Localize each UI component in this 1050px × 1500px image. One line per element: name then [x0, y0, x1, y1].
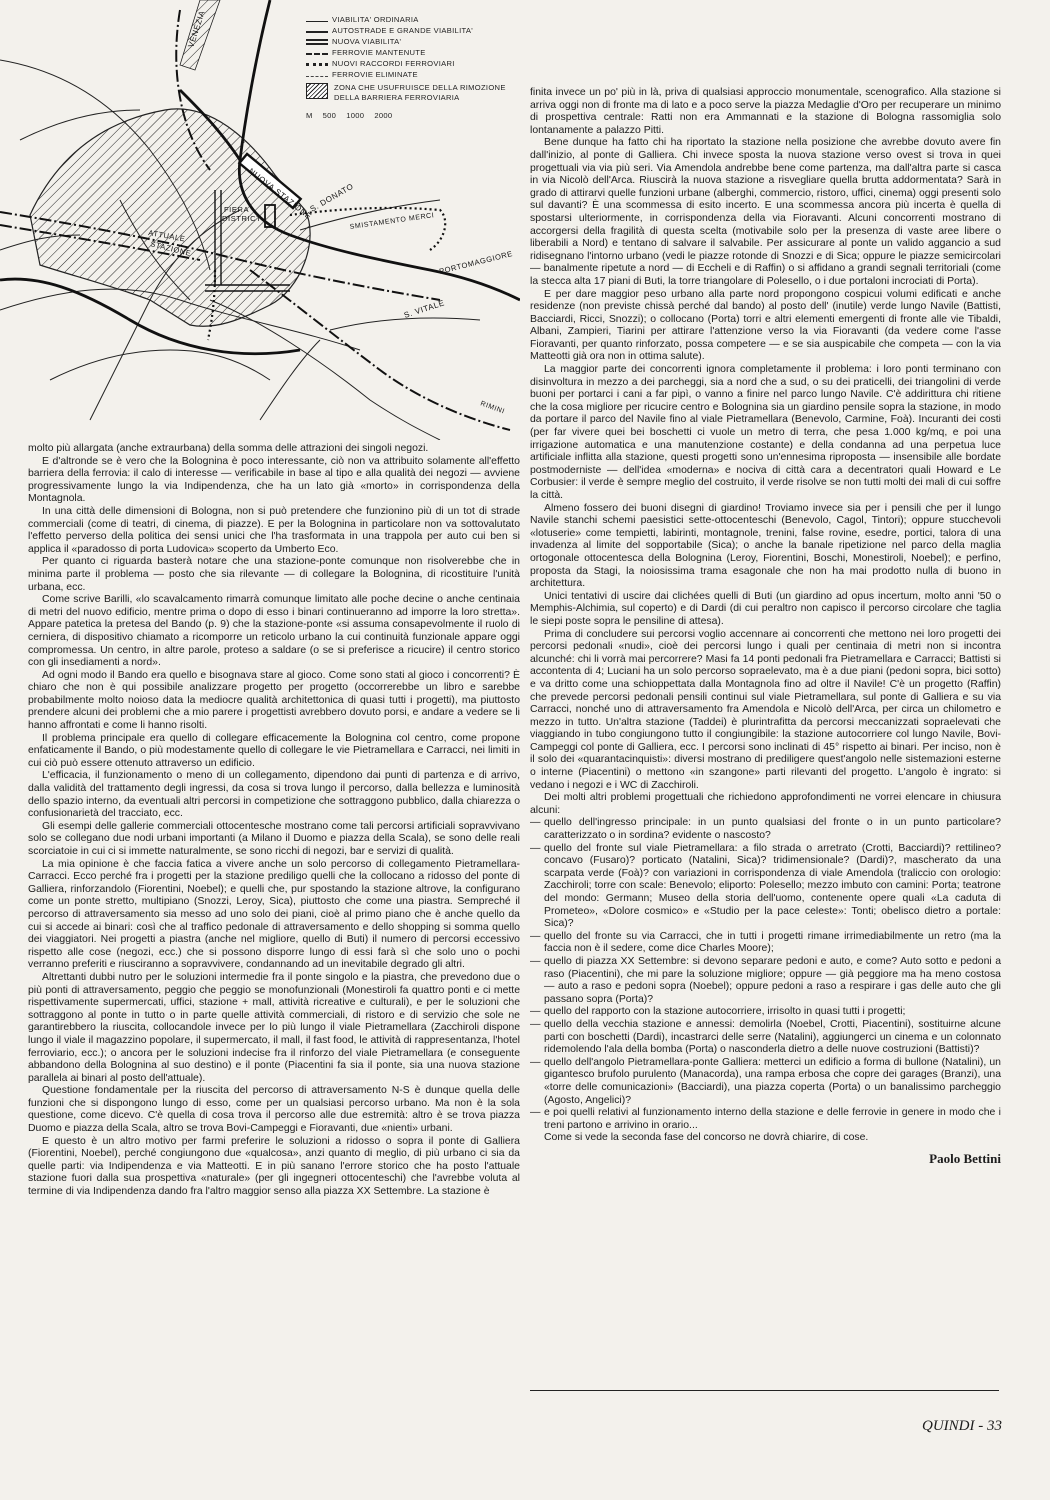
dash-dot-line-icon	[306, 53, 328, 55]
list-item: — quello del fronte su via Carracci, che in tutti i progetti rimane irrimediabilmente un retro (ma la faccia non è il sedere, come dice Charles Moore);	[530, 931, 1001, 956]
hatched-zone	[30, 109, 310, 326]
legend-item-new-rail: NUOVI RACCORDI FERROVIARI	[306, 58, 516, 69]
label-attuale: ATTUALE	[147, 228, 187, 244]
paragraph: E d'altronde se è vero che la Bolognina è poco interessante, ciò non va attribuito solamente all'effetto barriera della ferrovia: il calo di interesse — verificabile in base al tipo e alla qualità dei negozi — avviene progressivamente lungo la via Indipendenza, che ha un lato già «morto» in corrispondenza della Montagnola.	[28, 455, 520, 505]
railway-map-figure	[0, 0, 520, 440]
paragraph: Bene dunque ha fatto chi ha riportato la stazione nella posizione che avrebbe dovuto avere fin dall'inizio, al ponte di Galliera. Chi invece sposta la nuova stazione verso ovest si trova in quei progettuali via via più seri. Via Amendola andrebbe bene come partenza, ma dall'altra parte si casca in via Nicolò dell'Arca. Riuscirà la nuova stazione a risvegliare quella brutta addormentata? Sarà in grado di attirarvi quelle funzioni urbane (alberghi, commercio, ristoro, uffici, cinema) oggi presenti solo sul davanti? È una scommessa di esito incerto. E una scommessa ancora più incerta è quella di spostarsi ulteriormente, in corrispondenza della via Fioravanti. Alcuni concorrenti mostrano di accorgersi della fragilità di questa scelta (motivabile solo per la presenza di vaste aree libere o liberabili a Nord) e tentano di salvare il salvabile. Per assicurare al ponte un valido aggancio a sud ridisegnano l'intorno urbano (vedi le piazze rotonde di Snozzi e di Sica; oppure le piazze semicircolari — banalmente ripetute a nord — di Eccheli e di Raffin) o si affidano a grandi segnali territoriali (come la stecca alta 17 piani di Buti, la torre triangolare di Polesello, o i due portaloni incrociati di Porta).	[530, 137, 1001, 287]
label-fiera: FIERA	[224, 205, 250, 214]
thin-line-icon	[306, 21, 328, 22]
author-signature: Paolo Bettini	[929, 1150, 1001, 1166]
paragraph: E per dare maggior peso urbano alla parte nord propongono cospicui volumi edificati e anche residenze (non previste chissà perché dal bando) al posto dell' (inutile) verde lungo Navile (Battisti, Bacciardi, Ricci, Snozzi); o collocano (Porta) torri e altri elementi emergenti di fronte alle vie Tibaldi, Albani, Zampieri, Tiarini per attirare l'attenzione verso la via Fioravanti (da vedere come l'asse Fioravanti, per quanto rinforzato, possa competere — e se sia auspicabile che competa — con la via Matteotti già ora non in ottima salute).	[530, 288, 1001, 363]
paragraph: Ad ogni modo il Bando era quello e bisognava stare al gioco. Come sono stati al gioco i concorrenti? È chiaro che non è qui possibile analizzare progetto per progetto (occorrerebbe un libro e sarebbe probabilmente molto noioso data la mediocre qualità architettonica di quasi tutti i progetti), ma piuttosto prendere alcuni dei problemi che a mio parere i progettisti avrebbero dovuto porsi, e andare a vedere se li hanno affrontati e come li hanno risolti.	[28, 669, 520, 732]
list-item: — quello dell'angolo Pietramellara-ponte Galliera: metterci un edificio a forma di bullone (Natalini), un gigantesco brufolo purulento (Manacorda), una rampa erbosa che copre dei garages (Branzi), una «torre delle comunicazioni» (Bacciardi), una piazza coperta (Porta) o un banalissimo parcheggio (Agosto, Angelici)?	[530, 1057, 1001, 1107]
legend-item-new-road: NUOVA VIABILITA'	[306, 36, 516, 47]
label-venezia: VENEZIA	[186, 9, 207, 49]
paragraph: Altrettanti dubbi nutro per le soluzioni intermedie fra il ponte singolo e la piastra, che prevedono due o più ponti di attraversamento, peggio che peggio se monofunzionali (Monestiroli fa quattro ponti e ci mette rispettivamente supermercati, uffici, stazione + mall, attività ricreative e culturali), e per le soluzioni che sottraggono al ponte in tutto o in parte quelle attività commerciali, di ristoro e di servizio che sole ne garantirebbero la riuscita, collocandole invece per lo più lungo il viale Pietramellara (Zacchiroli dispone lungo il viale il magazzino popolare, il supermercato, il mall, il fast food, le attività di rappresentanza, l'hotel ferroviario, ecc.); o ancora per le soluzioni indecise fra il rinforzo del viale Pietramellara (e conseguente abbandono della Bolognina al suo destino) e il ponte (Piacentini fa sia il ponte, sia una nuova stazione parallela ai binari al posto dell'attuale).	[28, 971, 520, 1084]
paragraph: Prima di concludere sui percorsi voglio accennare ai concorrenti che mettono nei loro progetti dei percorsi pedonali «nudi», cioè dei percorsi lungo i quali per centinaia di metri non si incontra alcunché: chi li vorrà mai percorrere? Masi fa 14 ponti pedonali fra Pietramellara e Carracci; Battisti si accontenta di 4; Luciani ha un solo percorso sopraelevato, ma è a due piani (pedoni sopra, bici sotto) e va dritto come una schioppettata dalla Montagnola fino ad oltre il Navile! C'è un progetto (Raffin) che prevede percorsi pedonali pensili continui sul viale Pietramellara, sul ponte di Galliera e su via Carracci, nonché uno di attraversamento fra Amendola e Nicolò dell'Arca, per circa un chilometro e mezzo in tutto. Un'altra stazione (Taddei) è plurintrafitta da percorsi meccanizzati sopraelevati che viaggiando in tubo congiungono tutto il congiungibile: la stazione autocorriere col lungo Navile, Bovi-Campeggi col ponte di Galliera, ecc. I percorsi sono inclinati di 45° rispetto ai binari. Per inciso, non è il solo dei «quarantacinquisti»: diversi mostrano di prediligere quest'angolo nelle sistemazioni esterne o interne (Piacentini) o mettono «in szangone» parti rilevanti del progetto. L'angolo è ingrato: si vedano i negozi e i WC di Zacchiroli.	[530, 628, 1001, 791]
list-item: — quello di piazza XX Settembre: si devono separare pedoni e auto, e come? Auto sotto e pedoni a raso (Piacentini), che mi pare la soluzione migliore; oppure — già peggiore ma ha meno costosa — auto a raso e pedoni sopra (Noebel); oppure pedoni a raso a respirare i gas delle auto che gli passano sopra (Porta)?	[530, 956, 1001, 1006]
label-nuova-stazione: NUOVA STAZIONE	[246, 166, 314, 222]
paragraph: Il problema principale era quello di collegare efficacemente la Bolognina col centro, come propone enfaticamente il Bando, o più modestamente quello di collegare le vie Pietramellara e Carracci, nei limiti in cui ciò può essere ottenuto attraverso un edificio.	[28, 732, 520, 769]
legend-item-motorway: AUTOSTRADE E GRANDE VIABILITA'	[306, 25, 516, 36]
map-scale: M 500 1000 2000	[306, 111, 393, 120]
list-item: — e poi quelli relativi al funzionamento interno della stazione e delle ferrovie in genere in modo che i treni partono e arrivino in orario...	[530, 1107, 1001, 1132]
legend-item-ordinary: VIABILITA' ORDINARIA	[306, 14, 516, 25]
problem-list	[530, 817, 1001, 1132]
paragraph: Questione fondamentale per la riuscita del percorso di attraversamento N-S è dunque quella delle funzioni che si dispongono lungo di esso, come per un qualsiasi percorso urbano. Ma non è la sola questione, come dicevo. C'è quella di cosa trova il percorso alle due estremità: altro è se trova piazza Duomo e piazza della Scala, altro se trova Bovi-Campeggi e Fioravanti, due «nienti» urbani.	[28, 1085, 520, 1135]
legend-item-eliminated-rail: FERROVIE ELIMINATE	[306, 69, 516, 80]
double-line-icon	[306, 39, 328, 45]
label-s-donato: S. DONATO	[308, 181, 356, 214]
list-item: — quello del rapporto con la stazione autocorriere, irrisolto in quasi tutti i progetti;	[530, 1006, 1001, 1019]
paragraph: Almeno fossero dei buoni disegni di giardino! Troviamo invece sia per i pensili che per il lungo Navile stanchi schemi paesistici sette-ottocenteschi (Benevolo, Cagol, Tintori); oppure stucchevoli «lotuserie» come tempietti, labirinti, montagnole, trenini, false rovine, esedre, portici, talora di una invadenza al limite del sopportabile (Sica); o anche la banale ripetizione nel parco della maglia ortogonale ottocentesca della Bolognina (Leroy, Fiorentini, Boschi, Monestiroli, Noebel); e perfino, proposta da Stagi, la noiosissima trama esagonale che non ha mai prodotto nulla di buono in architettura.	[530, 502, 1001, 590]
label-portomaggiore: PORTOMAGGIORE	[438, 248, 514, 276]
paragraph: Come scrive Barilli, «lo scavalcamento rimarrà comunque limitato alle poche decine o anche centinaia di metri del nuovo edificio, mentre prima o dopo di esso i binari continueranno ad imporre la loro stretta». Appare patetica la pretesa del Bando (p. 9) che la stazione-ponte «si assuma consapevolmente il ruolo di cerniera, di dispositivo chiamato a ricomporre un reticolo urbano la cui continuità funzionale appare oggi compromessa. Un centro, in altre parole, proteso a saldare (o se si preferisce a ricucire) il centro storico con gli insediamenti a nord».	[28, 594, 520, 669]
dashed-line-icon	[306, 76, 328, 77]
closing-paragraph: Come si vede la seconda fase del concorso ne dovrà chiarire, di cose.	[544, 1132, 869, 1144]
legend-zone: ZONA CHE USUFRUISCE DELLA RIMOZIONE DELLA BARRIERA FERROVIARIA	[306, 83, 516, 103]
thick-line-icon	[306, 31, 328, 33]
paragraph: Gli esempi delle gallerie commerciali ottocentesche mostrano come tali percorsi artificiali sopravvivano solo se collegano due nodi urbani importanti (a Milano il Duomo e piazza della Scala), se sono delle reali scorciatoie in cui ci si immette naturalmente, se sono ricchi di negozi, bar e servizi di qualità.	[28, 820, 520, 857]
list-item: — quello della vecchia stazione e annessi: demolirla (Noebel, Crotti, Piacentini), sostituirne alcune parti con boschetti (Dardi), incastrarci delle serre (Natalini), aggiungerci un cinema e un colonnato ridemolendo l'ala della bomba (Porta) o nasconderla dietro a delle nuove costruzioni (Battisti)?	[530, 1019, 1001, 1057]
label-s-vitale: S. VITALE	[402, 298, 446, 320]
label-smistamento: SMISTAMENTO MERCI	[349, 212, 435, 231]
paragraph: Unici tentativi di uscire dai clichées quelli di Buti (un giardino ad opus incertum, molto anni '50 o Memphis-Alchimia, sul coperto) e di Dardi (di cui peraltro non capisco il percorso circolare che taglia le siepi poste sopra le pensiline di attesa).	[530, 590, 1001, 627]
dotted-line-icon	[306, 63, 328, 66]
paragraph: In una città delle dimensioni di Bologna, non si può pretendere che funzionino più di un tot di strade commerciali (come di teatri, di cinema, di piazze). E per la Bolognina in particolare non va sottovalutato l'effetto perverso della politica dei sensi unici che l'ha trasformata in una trappola per auto cui ben si applica il «paradosso di porta Ludovica» scoperto da Umberto Eco.	[28, 505, 520, 555]
footer-rule	[530, 1390, 999, 1391]
paragraph: Per quanto ci riguarda basterà notare che una stazione-ponte comunque non risolverebbe che in minima parte il problema — posto che sia rilevante — di collegare la Bolognina, di ricostituire l'unità urbana, ecc.	[28, 556, 520, 593]
hatch-icon	[306, 83, 328, 99]
label-rimini: RIMINI	[479, 400, 506, 416]
left-column	[28, 443, 520, 1199]
label-district: DISTRICT	[222, 214, 262, 223]
label-stazione: STAZIONE	[149, 239, 193, 259]
paragraph: finita invece un po' più in là, priva di qualsiasi approccio monumentale, scenografico. Alla stazione si arriva oggi non di fronte ma di lato e a poco serve la piazza Medaglie d'Oro per recuperare un minimo di prospettiva centrale: Ratti non era Ammannati e la stazione di Bologna rassomiglia solo lontanamente a palazzo Pitti.	[530, 87, 1001, 136]
list-item: — quello dell'ingresso principale: in un punto qualsiasi del fronte o in un punto particolare? caratterizzato o in sordina? evidente o nascosto?	[530, 817, 1001, 842]
paragraph: molto più allargata (anche extraurbana) della somma delle attrazioni dei singoli negozi.	[28, 443, 429, 454]
map-legend	[306, 14, 516, 120]
paragraph: La maggior parte dei concorrenti ignora completamente il problema: i loro ponti terminano con disinvoltura in mezzo a dei parcheggi, sia a nord che a sud, o su dei praticelli, dei triangolini di verde buoni per portarci i cani a far pipì, o vanno a finire nel parco lungo Navile. C'è addirittura chi ritiene che la cosa migliore per ricucire centro e Bolognina sia un giardino pensile sopra la stazione, in modo da portare il parco del Navile fino al viale Pietramellara (Benevolo, Carmine, Foà). Incuranti dei costi (per far vivere quei bei boschetti ci vuole un metro di terra, che pesa 1.000 kg/mq, e poi una irrigazione automatica e una manutenzione costante) e della condanna ad una perpetua luce artificiale inflitta alla stazione, questi progetti sono un'ennesima riproposta — insensibile alle bordate postmoderniste — dell'idea «moderna» e nociva di città cara a decentratori quali Howard e Le Corbusier: il verde è sempre meglio del costruito, il verde risolve se non tutti molti dei mali di cui soffre la città.	[530, 364, 1001, 501]
paragraph: E questo è un altro motivo per farmi preferire le soluzioni a ridosso o sopra il ponte di Galliera (Fiorentini, Noebel), perché congiungono due «qualcosa», anzi quanto di meglio, di più urbano ci sia da quelle parti: via Indipendenza e via Matteotti. E in più sanano l'errore storico che ha posto l'attuale stazione fuori dalla sua prospettiva «naturale» (per gli ingegneri ottocenteschi) che l'avrebbe voluta al termine di via Indipendenza dando fra l'altro maggior senso alla piazza XX Settembre. La stazione è	[28, 1135, 520, 1198]
legend-item-rail: FERROVIE MANTENUTE	[306, 47, 516, 58]
right-column	[530, 87, 1001, 1165]
list-item: — quello del fronte sul viale Pietramellara: a filo strada o arretrato (Crotti, Bacciardi)? rettilineo? concavo (Fusaro)? porticato (Natalini, Sica)? tridimensionale? (Dardi)?, mascherato da una scarpata verde (Foà)? con variazioni in corrispondenza di viale Amendola (traliccio con orologio: Zacchiroli; torre con scale: Benevolo; eliporto: Polesello; mezzo imbuto con camini: Porta; teatrone del mondo: Germann; Museo della storia dell'uomo, contenente opere quali «La caduta di Prometeo», «Dolore cosmico» e «Studio per la pace celeste»: Tonti; obelisco dietro a portale: Sica)?	[530, 843, 1001, 931]
paragraph: La mia opinione è che faccia fatica a vivere anche un solo percorso di collegamento Pietramellara-Carracci. Ecco perché fra i progetti per la stazione prediligo quelli che la collocano a ridosso del ponte di Galliera, rinforzandolo (Fiorentini, Noebel); e quelli che, pur spostando la stazione altrove, la configurano come un ponte stretto, multipiano (Snozzi, Leroy, Sica), piuttosto che come una piastra. Sempreché il percorso di attraversamento sia messo ad uno solo dei piani, cioè al primo piano che è anche quello da cui si accede ai binari: così che al traffico pedonale di attraversamento e dello shopping si somma quello dei viaggiatori. Nei progetti a piastra (anche nel migliore, quello di Buti) il numero di percorsi eccessivo rispetto alle cose (negozi, ecc.) che si possono disporre lungo di essi farà sì che solo uno o pochi verranno preferiti e riusciranno a sopravvivere, condannando ad un inevitabile degrado gli altri.	[28, 858, 520, 971]
paragraph: Dei molti altri problemi progettuali che richiedono approfondimenti ne vorrei elencare in chiusura alcuni:	[530, 792, 1001, 816]
paragraph: L'efficacia, il funzionamento o meno di un collegamento, dipendono dai punti di partenza e di arrivo, dalla validità del trattamento degli ingressi, da cosa si trova lungo il percorso, dalla bellezza e luminosità dello spazio interno, da eventuali altri percorsi in competizione che sottraggono pubblico, dalla chiarezza o confusionarietà del tracciato, ecc.	[28, 770, 520, 820]
page-folio: QUINDI - 33	[922, 1418, 1002, 1434]
